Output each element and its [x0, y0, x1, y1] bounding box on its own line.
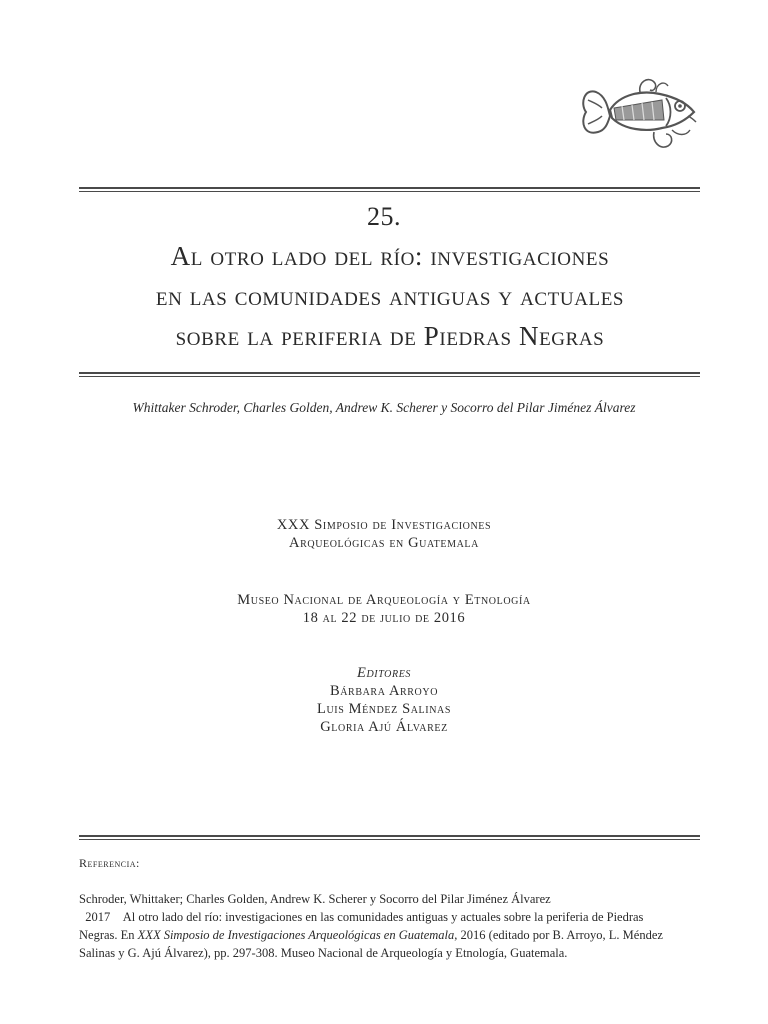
reference-book-title: XXX Simposio de Investigaciones Arqueológicas en Guatemala	[137, 928, 455, 942]
symposium-line: Arqueológicas en Guatemala	[289, 535, 479, 551]
top-rule	[79, 187, 700, 193]
reference-citation	[79, 890, 701, 962]
reference-line	[79, 908, 701, 926]
reference-year: 2017	[85, 910, 111, 924]
title-line: en las comunidades antiguas y actuales	[155, 281, 625, 311]
reference-label: Referencia:	[79, 856, 140, 870]
reference-text: Negras. En	[79, 928, 138, 942]
editors-block	[0, 664, 768, 736]
reference-text: , 2016 (editado por B. Arroyo, L. Méndez	[454, 928, 663, 942]
chapter-authors: Whittaker Schroder, Charles Golden, Andrew K. Scherer y Socorro del Pilar Jiménez Álvarez	[132, 400, 636, 415]
venue-date: 18 al 22 de julio de 2016	[302, 610, 466, 626]
editor-name: Bárbara Arroyo	[329, 683, 439, 699]
venue-block	[0, 591, 768, 627]
title-bottom-rule	[79, 372, 700, 378]
editor-name: Gloria Ajú Álvarez	[320, 719, 448, 735]
chapter-number: 25.	[367, 202, 401, 231]
fish-glyph-icon	[576, 64, 704, 160]
reference-line	[79, 926, 701, 944]
reference-line: Salinas y G. Ajú Álvarez), pp. 297-308. Museo Nacional de Arqueología y Etnología, Guatemala.	[79, 946, 568, 960]
symposium-block	[0, 516, 768, 552]
title-line: sobre la periferia de Piedras Negras	[175, 321, 605, 351]
editor-name: Luis Méndez Salinas	[316, 701, 451, 717]
symposium-line: XXX Simposio de Investigaciones	[276, 517, 492, 533]
venue-line: Museo Nacional de Arqueología y Etnología	[237, 592, 531, 608]
reference-authors: Schroder, Whittaker; Charles Golden, Andrew K. Scherer y Socorro del Pilar Jiménez Álvarez	[79, 892, 551, 906]
editors-heading: Editores	[356, 665, 412, 681]
chapter-title	[60, 236, 720, 356]
title-line: Al otro lado del río: investigaciones	[170, 241, 610, 271]
reference-title: Al otro lado del río: investigaciones en las comunidades antiguas y actuales sobre la periferia de Piedras	[122, 910, 644, 924]
reference-rule	[79, 835, 700, 841]
